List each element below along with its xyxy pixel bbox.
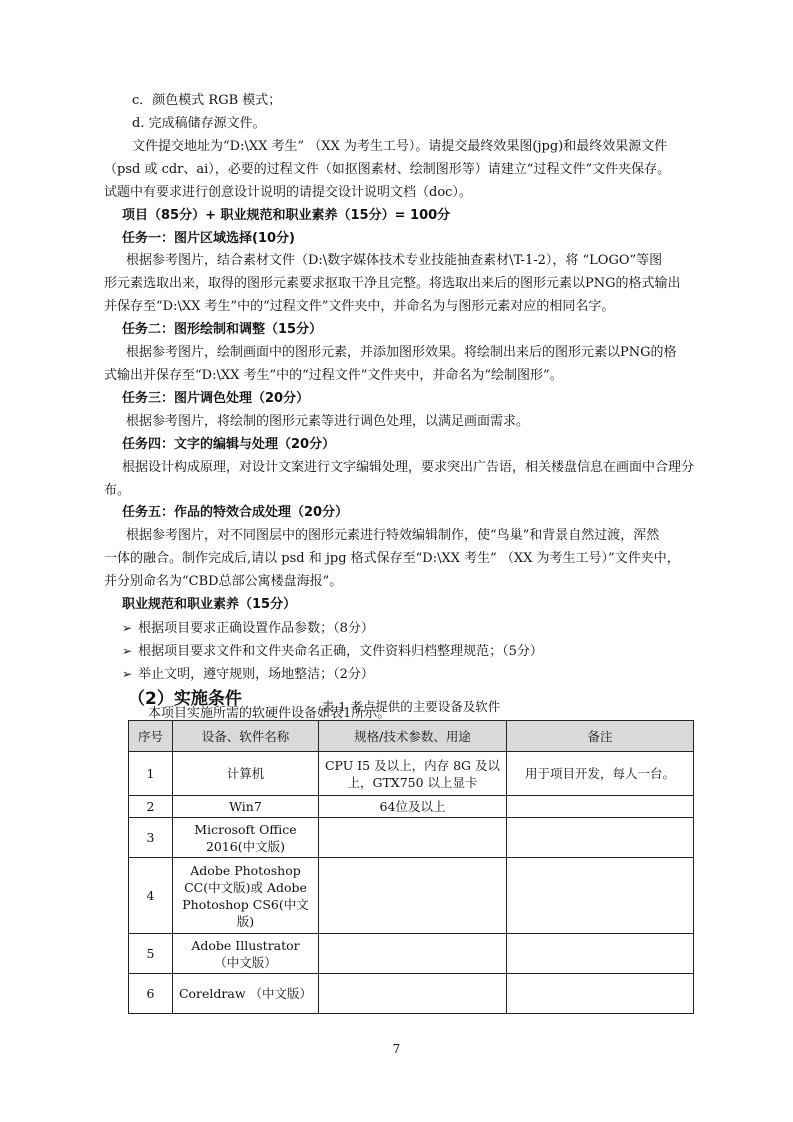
page-number: 7 [392, 1042, 401, 1056]
header-note: 备注 [507, 721, 694, 752]
paragraph-line: （psd 或 cdr、ai），必要的过程文件（如抠图素材、绘制图形等）请建立“过程文件”文件夹保存。 [104, 162, 671, 177]
cell-name: Win7 [173, 796, 319, 818]
paragraph-line: 形元素选取出来，取得的图形元素要求抠取干净且完整。将选取出来后的图形元素以PNG的格式输出 [104, 276, 681, 291]
paragraph-line: 根据参考图片，绘制画面中的图形元素，并添加图形效果。将绘制出来后的图形元素以PNG的格 [126, 345, 677, 360]
cell-name: Coreldraw （中文版） [173, 974, 319, 1014]
paragraph-line: 试题中有要求进行创意设计说明的请提交设计说明文档（doc）。 [104, 185, 472, 200]
arrow-bullet-icon: ➢ [122, 621, 133, 635]
cell-note [507, 858, 694, 934]
table-row [129, 934, 694, 974]
cell-index: 6 [129, 974, 173, 1014]
header-name: 设备、软件名称 [173, 721, 319, 752]
cell-index: 5 [129, 934, 173, 974]
score-summary-heading: 项目（85分）+ 职业规范和职业素养（15分）= 100分 [122, 208, 451, 223]
table-row [129, 858, 694, 934]
cell-name: Microsoft Office 2016(中文版) [173, 818, 319, 858]
paragraph-line: 根据设计构成原理，对设计文案进行文字编辑处理，要求突出广告语，相关楼盘信息在画面中合理分 [122, 460, 695, 475]
paragraph-line: 根据参考图片，对不同图层中的图形元素进行特效编辑制作，使“鸟巢”和背景自然过渡，浑然 [126, 528, 660, 543]
bullet-item: ➢ 根据项目要求正确设置作品参数；（8分） [122, 621, 374, 636]
bullet-item: ➢ 根据项目要求文件和文件夹命名正确，文件资料归档整理规范；（5分） [122, 644, 543, 659]
paragraph-line: 根据参考图片，将绘制的图形元素等进行调色处理，以满足画面需求。 [126, 414, 530, 429]
cell-spec: 64位及以上 [319, 796, 507, 818]
table-row [129, 818, 694, 858]
task-heading: 任务四：文字的编辑与处理（20分） [122, 437, 336, 452]
cell-name: Adobe Illustrator （中文版） [173, 934, 319, 974]
cell-index: 3 [129, 818, 173, 858]
requirement-c: c．颜色模式 RGB 模式； [132, 93, 282, 108]
task-heading: 任务一：图片区域选择(10分) [122, 231, 295, 246]
cell-spec [319, 934, 507, 974]
cell-note: 用于项目开发，每人一台。 [507, 752, 694, 796]
section-heading: 职业规范和职业素养（15分） [122, 597, 297, 612]
paragraph-line: 并保存至“D:\XX 考生”中的“过程文件”文件夹中，并命名为与图形元素对应的相同名字。 [104, 299, 615, 314]
paragraph-line: 布。 [104, 483, 131, 498]
paragraph-line: 并分别命名为“CBD总部公寓楼盘海报”。 [104, 574, 343, 589]
cell-note [507, 796, 694, 818]
cell-index: 1 [129, 752, 173, 796]
cell-note [507, 934, 694, 974]
paragraph-line: 式输出并保存至“D:\XX 考生”中的“过程文件”文件夹中，并命名为“绘制图形”。 [104, 368, 563, 383]
task-heading: 任务二：图形绘制和调整（15分） [122, 322, 323, 337]
bullet-item: ➢ 举止文明，遵守规则，场地整洁；（2分） [122, 667, 374, 682]
cell-note [507, 974, 694, 1014]
cell-spec: CPU I5 及以上，内存 8G 及以上，GTX750 以上显卡 [319, 752, 507, 796]
task-heading: 任务三：图片调色处理（20分） [122, 391, 310, 406]
cell-name: Adobe Photoshop CC(中文版)或 Adobe Photoshop CS6(中文版) [173, 858, 319, 934]
header-spec: 规格/技术参数、用途 [319, 721, 507, 752]
equipment-table [128, 697, 694, 1014]
table-caption: 表 1 考点提供的主要设备及软件 [321, 699, 501, 714]
paragraph-line: 文件提交地址为“D:\XX 考生” （XX 为考生工号）。请提交最终效果图(jpg)和最终效果源文件 [132, 139, 668, 154]
requirement-d: d. 完成稿储存源文件。 [132, 116, 266, 131]
section-title: （2）实施条件 [128, 689, 242, 709]
table-row [129, 974, 694, 1014]
cell-spec [319, 974, 507, 1014]
cell-spec [319, 818, 507, 858]
task-heading: 任务五：作品的特效合成处理（20分） [122, 505, 349, 520]
cell-name: 计算机 [173, 752, 319, 796]
table-row [129, 796, 694, 818]
paragraph-line: 一体的融合。制作完成后,请以 psd 和 jpg 格式保存至“D:\XX 考生” （XX 为考生工号）”文件夹中， [104, 551, 680, 566]
paragraph-line: 根据参考图片，结合素材文件（D:\数字媒体技术专业技能抽查素材\T-1-2），将 “LOGO”等图 [126, 253, 663, 268]
arrow-bullet-icon: ➢ [122, 667, 133, 681]
table-header-row [129, 721, 694, 752]
cell-spec [319, 858, 507, 934]
cell-note [507, 818, 694, 858]
table-row [129, 752, 694, 796]
cell-index: 2 [129, 796, 173, 818]
header-index: 序号 [129, 721, 173, 752]
cell-index: 4 [129, 858, 173, 934]
arrow-bullet-icon: ➢ [122, 644, 133, 658]
paragraph-line: 本项目实施所需的软硬件设备如表1所示。 [148, 706, 391, 721]
